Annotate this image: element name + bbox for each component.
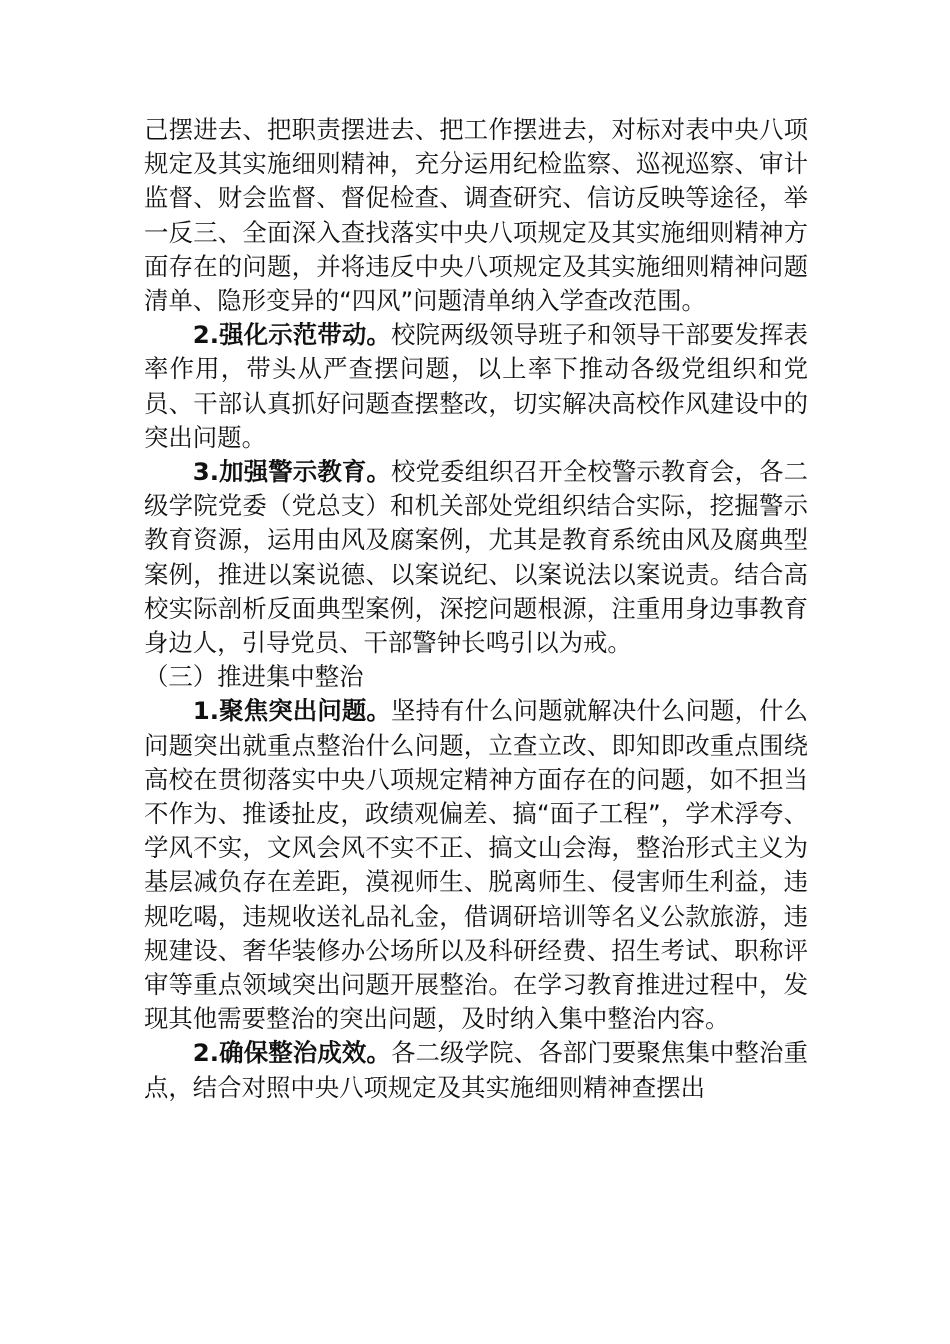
- paragraph-text: 己摆进去、把职责摆进去、把工作摆进去，对标对表中央八项规定及其实施细则精神，充分运用纪检监察、巡视巡察、审计监督、财会监督、督促检查、调查研究、信访反映等途径，举一反三、全面深入查找落实中央八项规定及其实施细则精神方面存在的问题，并将违反中央八项规定及其实施细则精神问题清单、隐形变异的“四风”问题清单纳入学查改范围。: [144, 115, 808, 316]
- paragraph-continuation: [144, 113, 808, 318]
- paragraph-lead: 2.强化示范带动。: [192, 320, 391, 350]
- paragraph-warning-education: [144, 455, 808, 660]
- paragraph-lead: 3.加强警示教育。: [192, 457, 391, 487]
- document-page: [144, 113, 808, 1105]
- section-heading: [144, 660, 808, 694]
- paragraph-text: 各二级学院、各部门要聚焦集中整治重点，结合对照中央八项规定及其实施细则精神查摆出: [144, 1038, 808, 1102]
- section-heading-text: （三）推进集中整治: [144, 662, 364, 692]
- paragraph-text: 校院两级领导班子和领导干部要发挥表率作用，带头从严查摆问题，以上率下推动各级党组织和党员、干部认真抓好问题查摆整改，切实解决高校作风建设中的突出问题。: [144, 320, 808, 452]
- paragraph-focus-problems: [144, 694, 808, 1036]
- paragraph-text: 校党委组织召开全校警示教育会，各二级学院党委（党总支）和机关部处党组织结合实际，挖掘警示教育资源，运用由风及腐案例，尤其是教育系统由风及腐典型案例，推进以案说德、以案说纪、以案说法以案说责。结合高校实际剖析反面典型案例，深挖问题根源，注重用身边事教育身边人，引导党员、干部警钟长鸣引以为戒。: [144, 457, 808, 658]
- paragraph-strengthen-demonstration: [144, 318, 808, 455]
- paragraph-lead: 2.确保整治成效。: [192, 1038, 391, 1068]
- paragraph-text: 坚持有什么问题就解决什么问题，什么问题突出就重点整治什么问题，立查立改、即知即改重点围绕高校在贯彻落实中央八项规定精神方面存在的问题，如不担当不作为、推诿扯皮，政绩观偏差、搞“面子工程”，学术浮夸、学风不实，文风会风不实不正、搞文山会海，整治形式主义为基层减负存在差距，漠视师生、脱离师生、侵害师生利益，违规吃喝，违规收送礼品礼金，借调研培训等名义公款旅游，违规建设、奢华装修办公场所以及科研经费、招生考试、职称评审等重点领域突出问题开展整治。在学习教育推进过程中，发现其他需要整治的突出问题，及时纳入集中整治内容。: [144, 696, 808, 1034]
- paragraph-lead: 1.聚焦突出问题。: [192, 696, 391, 726]
- paragraph-ensure-results: [144, 1036, 808, 1104]
